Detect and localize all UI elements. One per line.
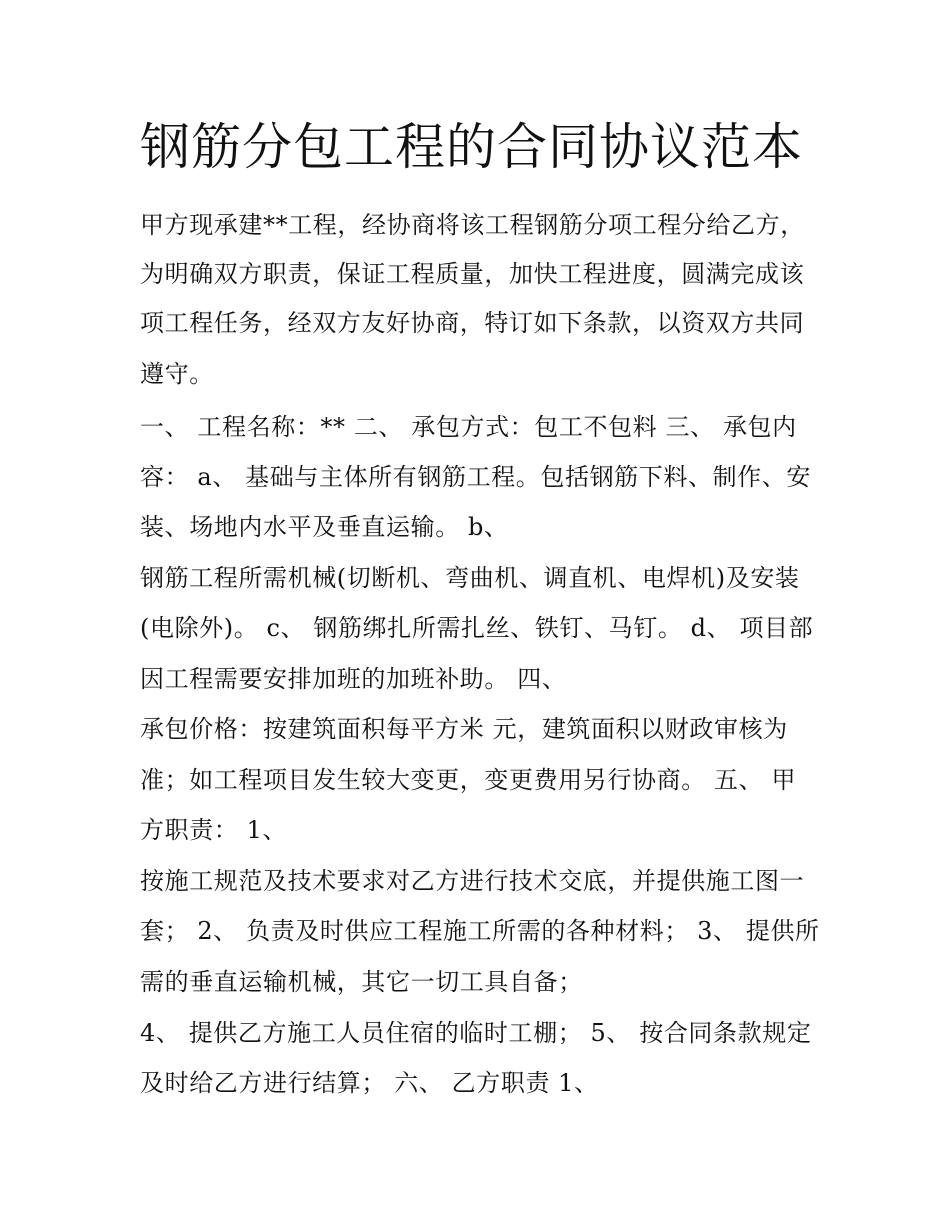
body-line: 按施工规范及技术要求对乙方进行技术交底，并提供施工图一 [140, 867, 805, 895]
body-line: 及时给乙方进行结算； 六、 乙方职责 1、 [140, 1069, 599, 1097]
body-line: 4、 提供乙方施工人员住宿的临时工棚； 5、 按合同条款规定 [140, 1019, 812, 1047]
body-line: (电除外)。 c、 钢筋绑扎所需扎丝、铁钉、马钉。 d、 项目部 [140, 614, 814, 642]
document-title: 钢筋分包工程的合同协议范本 [140, 118, 803, 176]
body-line: 套； 2、 负责及时供应工程施工所需的各种材料； 3、 提供所 [140, 917, 820, 945]
body-line: 为明确双方职责，保证工程质量，加快工程进度，圆满完成该 [140, 260, 805, 288]
body-line: 承包价格：按建筑面积每平方米 元，建筑面积以财政审核为 [140, 715, 788, 743]
body-line: 准；如工程项目发生较大变更，变更费用另行协商。 五、 甲 [140, 766, 797, 794]
body-line: 需的垂直运输机械，其它一切工具自备； [140, 968, 583, 996]
body-line: 一、 工程名称：** 二、 承包方式：包工不包料 三、 承包内 [140, 413, 797, 441]
body-line: 甲方现承建**工程，经协商将该工程钢筋分项工程分给乙方， [140, 211, 805, 239]
body-line: 方职责： 1、 [140, 816, 288, 844]
body-line: 容： a、 基础与主体所有钢筋工程。包括钢筋下料、制作、安 [140, 463, 811, 491]
body-line: 项工程任务，经双方友好协商，特订如下条款，以资双方共同 [140, 309, 805, 337]
body-line: 遵守。 [140, 360, 214, 388]
body-line: 钢筋工程所需机械(切断机、弯曲机、调直机、电焊机)及安装 [140, 564, 800, 592]
body-line: 装、场地内水平及垂直运输。 b、 [140, 513, 509, 541]
body-line: 因工程需要安排加班的加班补助。 四、 [140, 665, 567, 693]
